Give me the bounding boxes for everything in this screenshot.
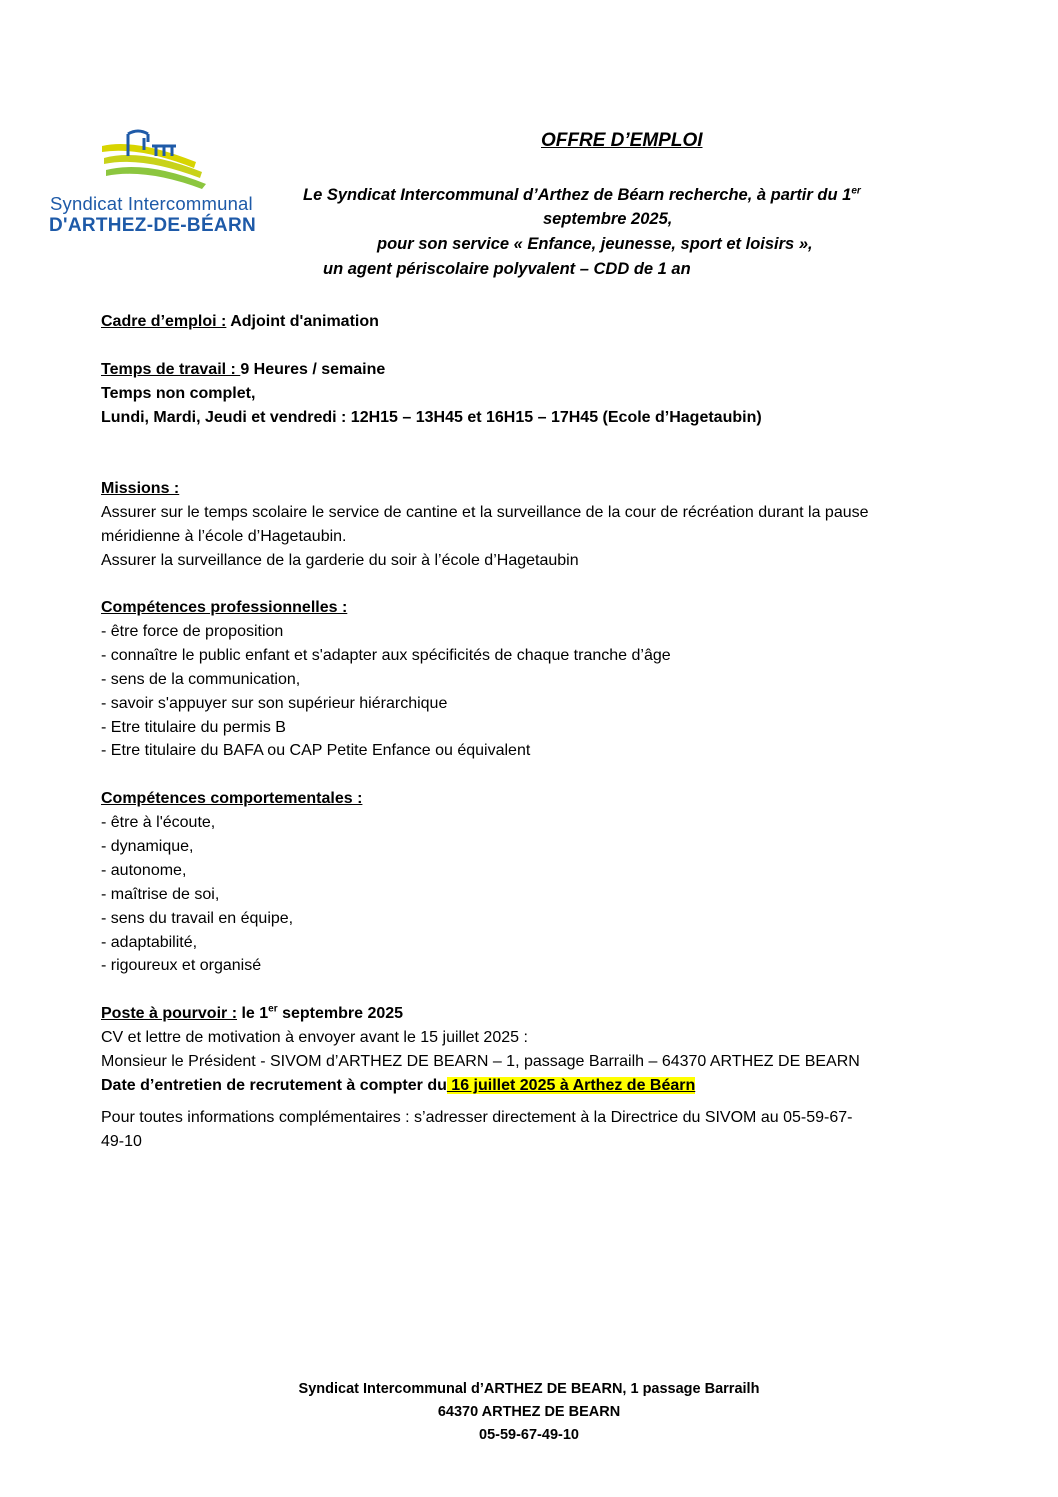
poste-a-pourvoir (101, 1004, 403, 1024)
syndicat-logo (46, 128, 258, 238)
competences-comp-item: - rigoureux et organisé (101, 957, 262, 974)
missions-line: Assurer la surveillance de la garderie du soir à l’école d’Hagetaubin (101, 552, 579, 569)
temps-travail-value: 9 Heures / semaine (240, 361, 386, 378)
horaires: Lundi, Mardi, Jeudi et vendredi : 12H15 – 13H45 et 16H15 – 17H45 (Ecole d’Hagetaubin) (101, 409, 762, 426)
intro-line-1-sup: er (851, 185, 861, 197)
competences-comp-item: - être à l'écoute, (101, 814, 216, 831)
cadre-emploi-label: Cadre d’emploi : (101, 313, 227, 330)
competences-comp-item: - adaptabilité, (101, 934, 198, 951)
cadre-emploi (101, 312, 379, 332)
footer-line-3: 05-59-67-49-10 (479, 1427, 579, 1443)
footer-line-2: 64370 ARTHEZ DE BEARN (437, 1404, 621, 1420)
competences-pro-item: - être force de proposition (101, 623, 284, 640)
logo-text-line1: Syndicat Intercommunal (50, 193, 253, 214)
competences-pro-item: - savoir s'appuyer sur son supérieur hiérarchique (101, 695, 448, 712)
intro-line-3: pour son service « Enfance, jeunesse, sport et loisirs », (377, 235, 813, 253)
address-line: Monsieur le Président - SIVOM d’ARTHEZ DE BEARN – 1, passage Barrailh – 64370 ARTHEZ DE BEARN (101, 1053, 860, 1070)
poste-value-sup: er (268, 1003, 278, 1015)
logo-emblem-icon (46, 128, 258, 190)
intro-line-1 (303, 186, 861, 205)
cadre-emploi-value: Adjoint d'animation (226, 313, 379, 330)
missions-line: méridienne à l’école d’Hagetaubin. (101, 528, 347, 545)
competences-pro-label: Compétences professionnelles : (101, 599, 348, 616)
competences-comp-item: - dynamique, (101, 838, 194, 855)
competences-comp-item: - sens du travail en équipe, (101, 910, 294, 927)
temps-travail (101, 360, 385, 380)
poste-value-pre: le 1 (237, 1005, 269, 1022)
competences-pro-item: - sens de la communication, (101, 671, 301, 688)
poste-label: Poste à pourvoir : (101, 1005, 238, 1022)
competences-pro-item: - Etre titulaire du BAFA ou CAP Petite Enfance ou équivalent (101, 742, 531, 759)
competences-comp-label: Compétences comportementales : (101, 790, 363, 807)
intro-line-1-text: Le Syndicat Intercommunal d’Arthez de Béarn recherche, à partir du 1 (303, 186, 852, 204)
missions-line: Assurer sur le temps scolaire le service de cantine et la surveillance de la cour de récréation durant la pause (101, 504, 869, 521)
competences-comp-item: - autonome, (101, 862, 187, 879)
info-line: Pour toutes informations complémentaires : s’adresser directement à la Directrice du SIVOM au 05-59-67- (101, 1109, 853, 1126)
footer-line-1: Syndicat Intercommunal d’ARTHEZ DE BEARN, 1 passage Barrailh (298, 1381, 760, 1397)
intro-line-2: septembre 2025, (543, 210, 673, 228)
missions-label: Missions : (101, 480, 180, 497)
competences-pro-item: - connaître le public enfant et s'adapter aux spécificités de chaque tranche d’âge (101, 647, 671, 664)
temps-travail-label: Temps de travail : (101, 361, 241, 378)
cv-line: CV et lettre de motivation à envoyer avant le 15 juillet 2025 : (101, 1029, 528, 1046)
competences-comp-item: - maîtrise de soi, (101, 886, 220, 903)
page-title: OFFRE D’EMPLOI (541, 130, 703, 151)
interview-date-label: Date d’entretien de recrutement à compter du (101, 1077, 447, 1094)
info-line: 49-10 (101, 1133, 142, 1150)
poste-value-post: septembre 2025 (277, 1005, 404, 1022)
interview-date (101, 1076, 695, 1096)
logo-text-line2: D'ARTHEZ-DE-BÉARN (49, 215, 256, 236)
competences-pro-item: - Etre titulaire du permis B (101, 719, 286, 736)
intro-line-4: un agent périscolaire polyvalent – CDD de 1 an (323, 260, 691, 278)
temps-non-complet: Temps non complet, (101, 385, 256, 402)
interview-date-highlight: 16 juillet 2025 à Arthez de Béarn (446, 1077, 696, 1094)
